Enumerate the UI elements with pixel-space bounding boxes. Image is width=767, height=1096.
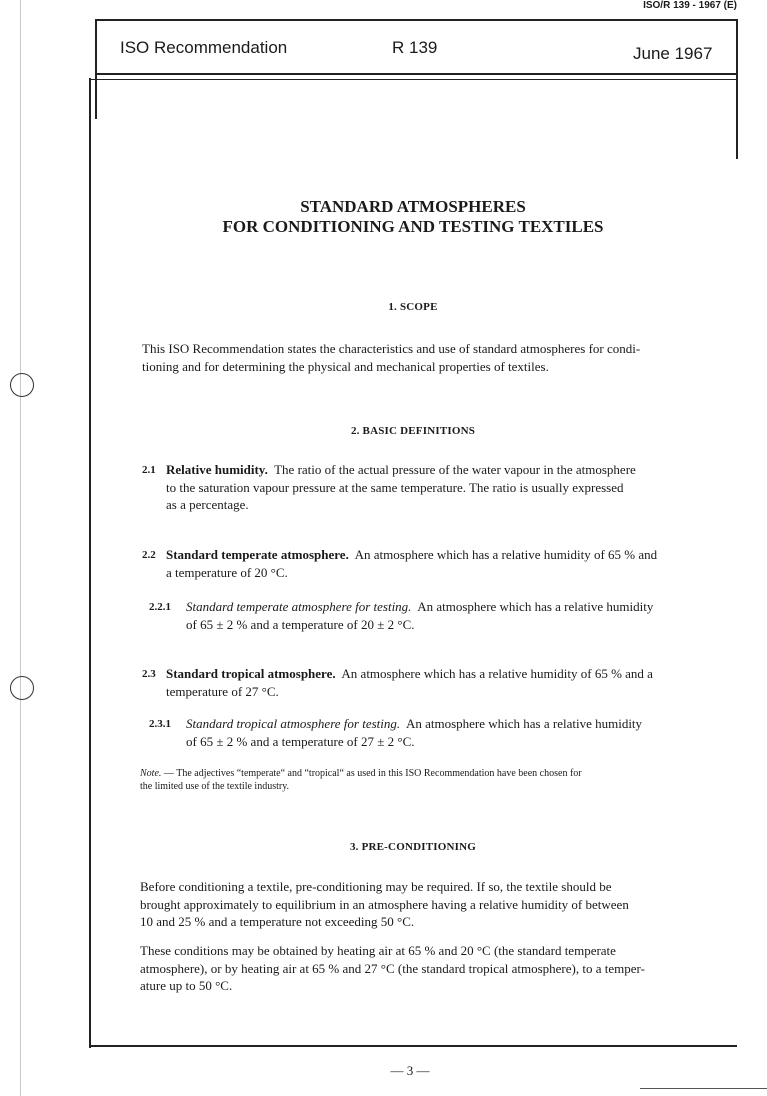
text-line: These conditions may be obtained by heating air at 65 % and 20 °C (the standard temperate (140, 943, 616, 958)
header-date: June 1967 (633, 44, 713, 63)
text-line (166, 461, 682, 479)
definition-standard-tropical (166, 665, 682, 700)
text-line: of 65 ± 2 % and a temperature of 27 ± 2 °C. (186, 733, 415, 749)
text-span: An atmosphere which has a relative humidity of 65 % and a (341, 666, 653, 681)
defined-term: Relative humidity. (166, 462, 268, 477)
scope-paragraph (142, 340, 682, 375)
section-heading-scope: 1. SCOPE (388, 301, 438, 313)
text-line: a temperature of 20 °C. (166, 564, 288, 580)
page-number: — 3 — (390, 1063, 430, 1078)
definition-standard-temperate (166, 546, 682, 581)
defined-term: Standard tropical atmosphere for testing. (186, 716, 401, 731)
text-line: temperature of 27 °C. (166, 683, 279, 699)
punch-hole-mark (10, 373, 34, 397)
clause-number: 2.2 (142, 549, 156, 561)
document-reference: ISO/R 139 - 1967 (E) (643, 0, 737, 11)
defined-term: Standard temperate atmosphere. (166, 547, 349, 562)
text-line (140, 767, 682, 780)
section-heading-definitions: 2. BASIC DEFINITIONS (350, 425, 476, 437)
margin-rule (20, 0, 21, 1096)
clause-number: 2.2.1 (149, 601, 171, 613)
text-span: — The adjectives “temperate“ and “tropical“ as used in this ISO Recommendation have been chosen for (161, 768, 582, 779)
defined-term: Standard tropical atmosphere. (166, 666, 336, 681)
clause-number: 2.3 (142, 668, 156, 680)
text-line (166, 546, 682, 564)
header-rule (96, 73, 737, 75)
text-line: as a percentage. (166, 497, 249, 512)
header-label: ISO Recommendation (120, 38, 288, 57)
definition-temperate-testing (186, 598, 682, 633)
preconditioning-paragraph-2 (140, 942, 682, 995)
text-span: An atmosphere which has a relative humidity of 65 % and (354, 547, 658, 562)
section-heading-preconditioning: 3. PRE-CONDITIONING (349, 841, 477, 853)
document-title-line2: FOR CONDITIONING AND TESTING TEXTILES (222, 217, 604, 236)
definition-tropical-testing (186, 715, 682, 750)
text-line (166, 665, 682, 683)
frame-right-rule (736, 19, 738, 159)
text-line: 10 and 25 % and a temperature not exceeding 50 °C. (140, 914, 415, 929)
frame-left-rule (95, 19, 97, 119)
text-line (186, 598, 682, 616)
bottom-rule (89, 1045, 737, 1047)
text-line: atmosphere), or by heating air at 65 % and 27 °C (the standard tropical atmosphere), to a temper- (140, 960, 645, 976)
defined-term: Standard temperate atmosphere for testing. (186, 599, 412, 614)
text-line: This ISO Recommendation states the characteristics and use of standard atmospheres for condi- (142, 341, 641, 356)
recommendation-number: R 139 (392, 38, 438, 57)
punch-hole-mark (10, 676, 34, 700)
text-line (186, 715, 682, 733)
definition-relative-humidity (166, 461, 682, 514)
text-line: Before conditioning a textile, pre-conditioning may be required. If so, the textile should be (140, 879, 612, 894)
text-line: of 65 ± 2 % and a temperature of 20 ± 2 °C. (186, 616, 415, 632)
frame-top-rule (96, 19, 737, 21)
header-rule-thin (90, 79, 737, 80)
text-line: ature up to 50 °C. (140, 978, 233, 993)
note-paragraph (140, 767, 682, 793)
text-line: the limited use of the textile industry. (140, 781, 290, 792)
clause-number: 2.3.1 (149, 718, 171, 730)
text-span: An atmosphere which has a relative humidity (417, 599, 654, 614)
text-line: brought approximately to equilibrium in an atmosphere having a relative humidity of between (140, 896, 629, 912)
text-line: tioning and for determining the physical and mechanical properties of textiles. (142, 358, 549, 374)
text-span: The ratio of the actual pressure of the water vapour in the atmosphere (274, 462, 636, 477)
document-title-line1: STANDARD ATMOSPHERES (300, 197, 526, 216)
text-span: An atmosphere which has a relative humidity (405, 716, 643, 731)
note-label: Note. (140, 768, 162, 779)
bottom-tail-rule (640, 1088, 767, 1089)
preconditioning-paragraph-1 (140, 878, 682, 931)
clause-number: 2.1 (142, 464, 156, 476)
text-line: to the saturation vapour pressure at the same temperature. The ratio is usually expressed (166, 479, 624, 495)
